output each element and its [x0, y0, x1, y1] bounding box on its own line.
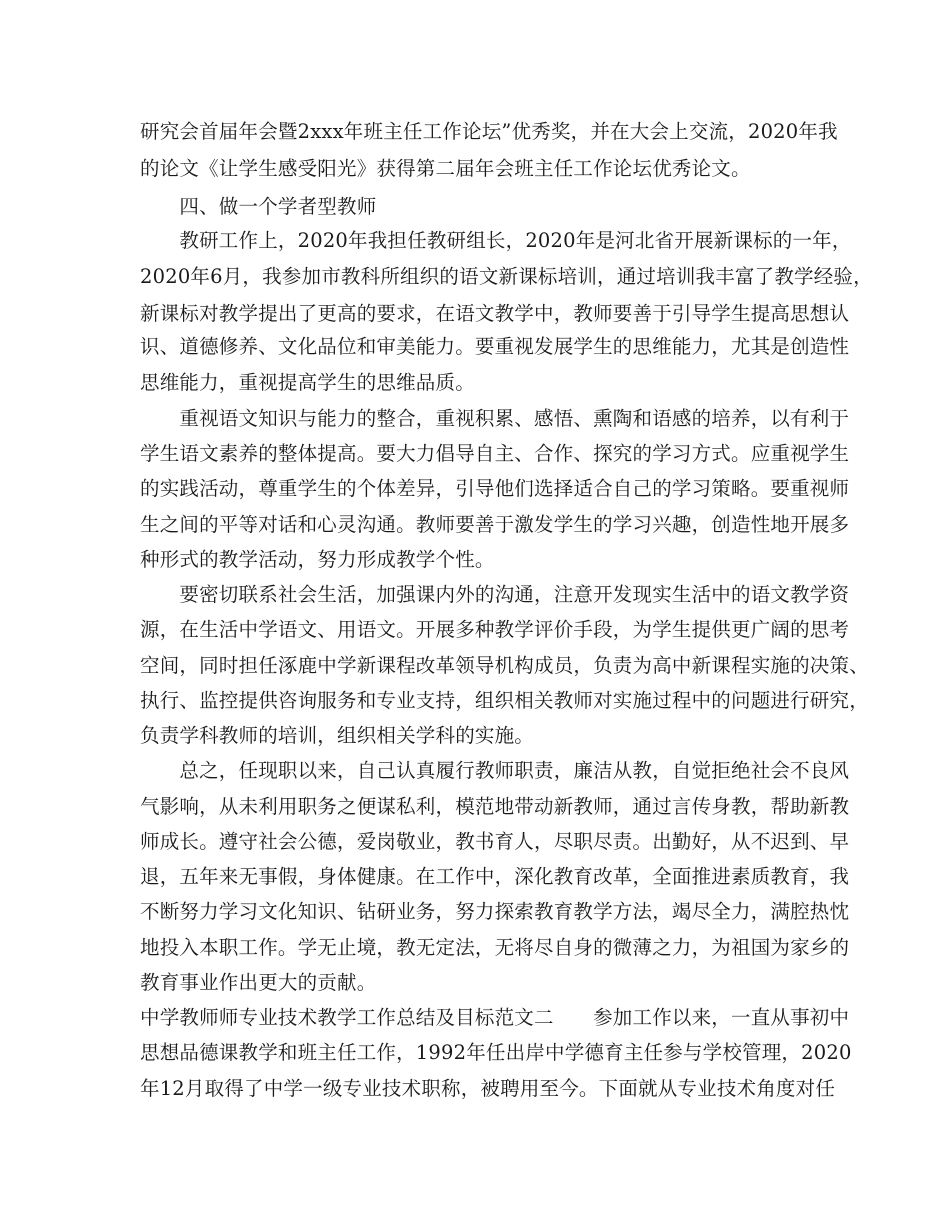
text-line: 2020年6月，我参加市教科所组织的语文新课标培训，通过培训我丰富了教学经验， — [140, 265, 873, 288]
text-line: 要密切联系社会生活，加强课内外的沟通，注意开发现实生活中的语文教学资 — [140, 583, 850, 606]
text-line: 思想品德课教学和班主任工作，1992年任出岸中学德育主任参与学校管理，2020 — [140, 1041, 852, 1064]
text-line: 重视语文知识与能力的整合，重视积累、感悟、熏陶和语感的培养，以有利于 — [140, 407, 850, 430]
text-line: 识、道德修养、文化品位和审美能力。要重视发展学生的思维能力，尤其是创造性 — [140, 335, 850, 358]
section-title-line: 中学教师师专业技术教学工作总结及目标范文二 参加工作以来，一直从事初中 — [140, 1006, 850, 1029]
text-line: 学生语文素养的整体提高。要大力倡导自主、合作、探究的学习方式。应重视学生 — [140, 442, 850, 465]
text-line: 总之，任现职以来，自己认真履行教师职责，廉洁从教，自觉拒绝社会不良风 — [140, 759, 850, 782]
text-line: 研究会首届年会暨2xxx年班主任工作论坛”优秀奖，并在大会上交流，2020年我 — [140, 120, 838, 143]
text-line: 源，在生活中学语文、用语文。开展多种教学评价手段，为学生提供更广阔的思考 — [140, 618, 850, 641]
text-line: 的实践活动，尊重学生的个体差异，引导他们选择适合自己的学习策略。要重视师 — [140, 477, 850, 500]
text-line: 新课标对教学提出了更高的要求，在语文教学中，教师要善于引导学生提高思想认 — [140, 302, 850, 325]
text-line: 种形式的教学活动，努力形成教学个性。 — [140, 548, 495, 571]
text-line: 气影响，从未利用职务之便谋私利，模范地带动新教师，通过言传身教，帮助新教 — [140, 795, 850, 818]
text-line: 负责学科教师的培训，组织相关学科的实施。 — [140, 724, 535, 747]
text-line: 年12月取得了中学一级专业技术职称，被聘用至今。下面就从专业技术角度对任 — [140, 1077, 836, 1100]
text-line: 地投入本职工作。学无止境，教无定法，无将尽自身的微薄之力，为祖国为家乡的 — [140, 936, 850, 959]
text-line: 教研工作上，2020年我担任教研组长，2020年是河北省开展新课标的一年， — [140, 229, 852, 252]
text-line: 生之间的平等对话和心灵沟通。教师要善于激发学生的学习兴趣，创造性地开展多 — [140, 513, 850, 536]
section-heading: 四、做一个学者型教师 — [140, 195, 377, 218]
text-line: 退，五年来无事假，身体健康。在工作中，深化教育改革，全面推进素质教育，我 — [140, 865, 850, 888]
text-line: 的论文《让学生感受阳光》获得第二届年会班主任工作论坛优秀论文。 — [140, 157, 751, 180]
text-line: 不断努力学习文化知识、钻研业务，努力探索教育教学方法，竭尽全力，满腔热忱 — [140, 900, 850, 923]
text-line: 空间，同时担任涿鹿中学新课程改革领导机构成员，负责为高中新课程实施的决策、 — [140, 654, 869, 677]
text-line: 执行、监控提供咨询服务和专业支持，组织相关教师对实施过程中的问题进行研究， — [140, 689, 869, 712]
text-line: 思维能力，重视提高学生的思维品质。 — [140, 371, 475, 394]
text-line: 教育事业作出更大的贡献。 — [140, 971, 377, 994]
text-line: 师成长。遵守社会公德，爱岗敬业，教书育人，尽职尽责。出勤好，从不迟到、早 — [140, 830, 850, 853]
